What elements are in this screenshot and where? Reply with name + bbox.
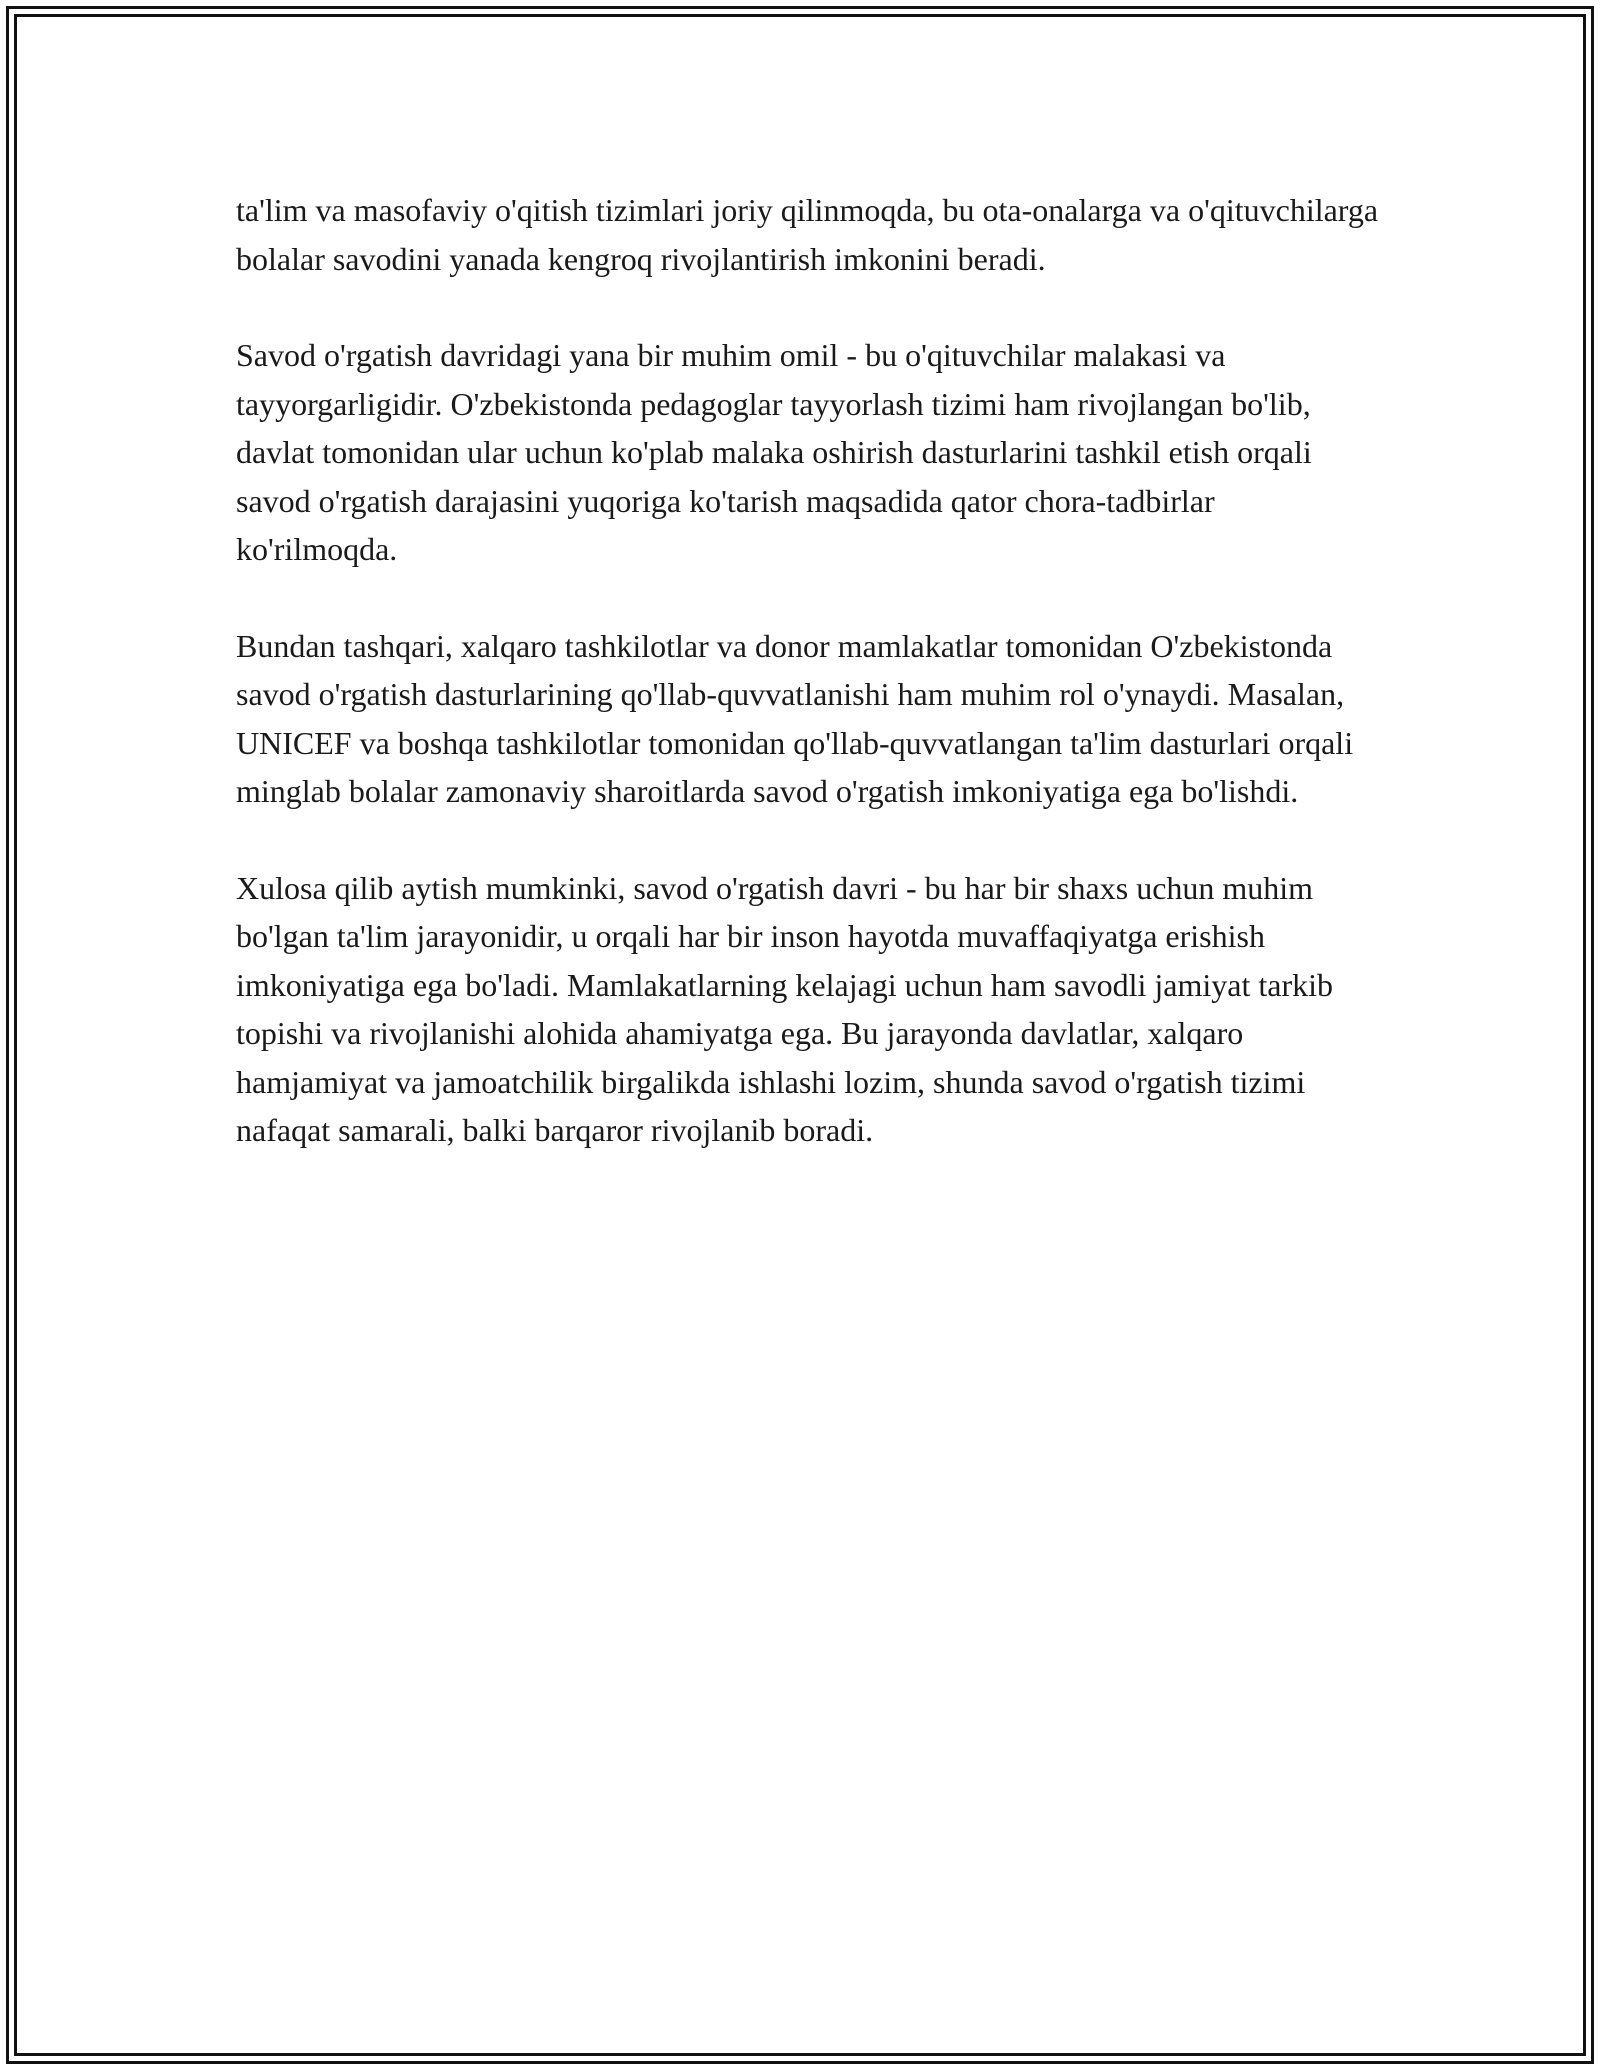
paragraph-1: ta'lim va masofaviy o'qitish tizimlari joriy qilinmoqda, bu ota-onalarga va o'qituvchilarga bolalar savodini yanada kengroq rivojlantirish imkonini beradi. (236, 192, 1379, 277)
paragraph-3: Bundan tashqari, xalqaro tashkilotlar va donor mamlakatlar tomonidan O'zbekistonda savod o'rgatish dasturlarining qo'llab-quvvatlanishi ham muhim rol o'ynaydi. Masalan, UNICEF va boshqa tashkilotlar tomonidan qo'llab-quvvatlangan ta'lim dasturlari orqali minglab bolalar zamonaviy sharoitlarda savod o'rgatish imkoniyatiga ega bo'lishdi. (236, 627, 1354, 809)
paragraph-2: Savod o'rgatish davridagi yana bir muhim omil - bu o'qituvchilar malakasi va tayyorgarligidir. O'zbekistonda pedagoglar tayyorlash tizimi ham rivojlangan bo'lib, davlat tomonidan ular uchun ko'plab malaka oshirish dasturlarini tashkil etish orqali savod o'rgatish darajasini yuqoriga ko'tarish maqsadida qator chora-tadbirlar ko'rilmoqda. (236, 337, 1312, 567)
paragraph-4: Xulosa qilib aytish mumkinki, savod o'rgatish davri - bu har bir shaxs uchun muhim bo'lgan ta'lim jarayonidir, u orqali har bir inson hayotda muvaffaqiyatga erishish imkoniyatiga ega bo'ladi. Mamlakatlarning kelajagi uchun ham savodli jamiyat tarkib topishi va rivojlanishi alohida ahamiyatga ega. Bu jarayonda davlatlar, xalqaro hamjamiyat va jamoatchilik birgalikda ishlashi lozim, shunda savod o'rgatish tizimi nafaqat samarali, balki barqaror rivojlanib boradi. (236, 869, 1334, 1148)
document-body (236, 186, 1381, 1203)
